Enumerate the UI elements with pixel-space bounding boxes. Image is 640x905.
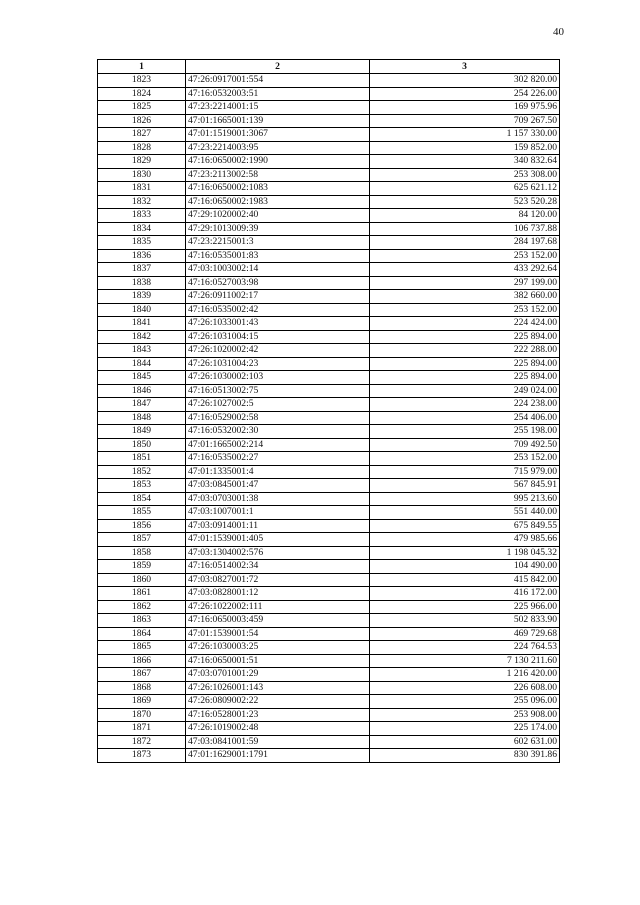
cadastral-number-cell: 47:16:0535001:83 — [186, 249, 370, 263]
table-row — [98, 209, 560, 223]
row-number-cell: 1827 — [98, 128, 186, 142]
row-number-cell: 1838 — [98, 276, 186, 290]
cadastral-value-cell: 254 406.00 — [370, 411, 560, 425]
cadastral-number-cell: 47:26:0917001:554 — [186, 74, 370, 88]
cadastral-number-cell: 47:03:0703001:38 — [186, 492, 370, 506]
cadastral-number-cell: 47:16:0513002:75 — [186, 384, 370, 398]
cadastral-value-cell: 715 979.00 — [370, 465, 560, 479]
cadastral-number-cell: 47:26:1031004:23 — [186, 357, 370, 371]
cadastral-number-cell: 47:26:1030002:103 — [186, 371, 370, 385]
table-row — [98, 290, 560, 304]
table-row — [98, 74, 560, 88]
cadastral-number-cell: 47:26:1022002:111 — [186, 600, 370, 614]
cadastral-number-cell: 47:01:1665001:139 — [186, 114, 370, 128]
table-row — [98, 263, 560, 277]
cadastral-number-cell: 47:26:0809002:22 — [186, 695, 370, 709]
cadastral-number-cell: 47:03:1007001:1 — [186, 506, 370, 520]
cadastral-number-cell: 47:03:0845001:47 — [186, 479, 370, 493]
cadastral-value-cell: 169 975.96 — [370, 101, 560, 115]
row-number-cell: 1844 — [98, 357, 186, 371]
table-row — [98, 330, 560, 344]
cadastral-number-cell: 47:03:1304002:576 — [186, 546, 370, 560]
cadastral-value-cell: 253 152.00 — [370, 303, 560, 317]
cadastral-value-cell: 1 198 045.32 — [370, 546, 560, 560]
row-number-cell: 1855 — [98, 506, 186, 520]
cadastral-number-cell: 47:26:1033001:43 — [186, 317, 370, 331]
row-number-cell: 1834 — [98, 222, 186, 236]
table-row — [98, 479, 560, 493]
page-number: 40 — [553, 26, 564, 38]
cadastral-number-cell: 47:23:2214001:15 — [186, 101, 370, 115]
cadastral-value-cell: 830 391.86 — [370, 749, 560, 763]
cadastral-value-cell: 249 024.00 — [370, 384, 560, 398]
cadastral-value-cell: 253 152.00 — [370, 249, 560, 263]
row-number-cell: 1840 — [98, 303, 186, 317]
cadastral-value-cell: 159 852.00 — [370, 141, 560, 155]
row-number-cell: 1849 — [98, 425, 186, 439]
row-number-cell: 1825 — [98, 101, 186, 115]
cadastral-number-cell: 47:26:1019002:48 — [186, 722, 370, 736]
cadastral-value-cell: 255 198.00 — [370, 425, 560, 439]
row-number-cell: 1864 — [98, 627, 186, 641]
cadastral-value-cell: 340 832.64 — [370, 155, 560, 169]
cadastral-value-cell: 1 157 330.00 — [370, 128, 560, 142]
table-row — [98, 425, 560, 439]
cadastral-number-cell: 47:16:0532003:51 — [186, 87, 370, 101]
cadastral-number-cell: 47:23:2214003:95 — [186, 141, 370, 155]
row-number-cell: 1856 — [98, 519, 186, 533]
cadastral-value-cell: 225 894.00 — [370, 330, 560, 344]
table-row — [98, 681, 560, 695]
column-header-2: 2 — [186, 60, 370, 74]
table-row — [98, 533, 560, 547]
row-number-cell: 1865 — [98, 641, 186, 655]
table-row — [98, 546, 560, 560]
row-number-cell: 1868 — [98, 681, 186, 695]
table-row — [98, 128, 560, 142]
cadastral-number-cell: 47:01:1665002:214 — [186, 438, 370, 452]
table-row — [98, 438, 560, 452]
row-number-cell: 1851 — [98, 452, 186, 466]
row-number-cell: 1843 — [98, 344, 186, 358]
table-row — [98, 344, 560, 358]
table-row — [98, 600, 560, 614]
cadastral-value-cell: 225 894.00 — [370, 371, 560, 385]
cadastral-number-cell: 47:26:1020002:42 — [186, 344, 370, 358]
cadastral-number-cell: 47:26:1031004:15 — [186, 330, 370, 344]
table-row — [98, 641, 560, 655]
cadastral-number-cell: 47:16:0535002:42 — [186, 303, 370, 317]
row-number-cell: 1831 — [98, 182, 186, 196]
table-row — [98, 708, 560, 722]
row-number-cell: 1823 — [98, 74, 186, 88]
row-number-cell: 1837 — [98, 263, 186, 277]
table-row — [98, 519, 560, 533]
table-row — [98, 465, 560, 479]
row-number-cell: 1858 — [98, 546, 186, 560]
cadastral-value-cell: 222 288.00 — [370, 344, 560, 358]
row-number-cell: 1863 — [98, 614, 186, 628]
table-row — [98, 141, 560, 155]
table-row — [98, 101, 560, 115]
cadastral-number-cell: 47:23:2215001:3 — [186, 236, 370, 250]
cadastral-value-cell: 284 197.68 — [370, 236, 560, 250]
row-number-cell: 1836 — [98, 249, 186, 263]
cadastral-number-cell: 47:01:1335001:4 — [186, 465, 370, 479]
table-row — [98, 249, 560, 263]
cadastral-value-cell: 254 226.00 — [370, 87, 560, 101]
table-row — [98, 411, 560, 425]
column-header-3: 3 — [370, 60, 560, 74]
cadastral-number-cell: 47:16:0650001:51 — [186, 654, 370, 668]
table-row — [98, 492, 560, 506]
row-number-cell: 1869 — [98, 695, 186, 709]
cadastral-number-cell: 47:03:1003002:14 — [186, 263, 370, 277]
table-row — [98, 722, 560, 736]
cadastral-value-cell: 625 621.12 — [370, 182, 560, 196]
row-number-cell: 1833 — [98, 209, 186, 223]
row-number-cell: 1845 — [98, 371, 186, 385]
cadastral-value-cell: 253 308.00 — [370, 168, 560, 182]
cadastral-value-cell: 224 424.00 — [370, 317, 560, 331]
table-row — [98, 398, 560, 412]
cadastral-value-table — [97, 59, 560, 763]
table-row — [98, 195, 560, 209]
cadastral-value-cell: 995 213.60 — [370, 492, 560, 506]
table-row — [98, 573, 560, 587]
table-row — [98, 357, 560, 371]
row-number-cell: 1846 — [98, 384, 186, 398]
table-row — [98, 668, 560, 682]
cadastral-value-cell: 224 764.53 — [370, 641, 560, 655]
table-row — [98, 627, 560, 641]
table-row — [98, 317, 560, 331]
table-body — [98, 74, 560, 763]
cadastral-value-cell: 602 631.00 — [370, 735, 560, 749]
cadastral-value-cell: 551 440.00 — [370, 506, 560, 520]
cadastral-value-cell: 255 096.00 — [370, 695, 560, 709]
row-number-cell: 1826 — [98, 114, 186, 128]
row-number-cell: 1870 — [98, 708, 186, 722]
row-number-cell: 1824 — [98, 87, 186, 101]
column-header-1: 1 — [98, 60, 186, 74]
row-number-cell: 1862 — [98, 600, 186, 614]
table-row — [98, 506, 560, 520]
table-row — [98, 695, 560, 709]
row-number-cell: 1871 — [98, 722, 186, 736]
row-number-cell: 1873 — [98, 749, 186, 763]
cadastral-number-cell: 47:16:0535002:27 — [186, 452, 370, 466]
row-number-cell: 1839 — [98, 290, 186, 304]
table-row — [98, 384, 560, 398]
cadastral-value-cell: 479 985.66 — [370, 533, 560, 547]
cadastral-value-cell: 416 172.00 — [370, 587, 560, 601]
cadastral-value-cell: 104 490.00 — [370, 560, 560, 574]
cadastral-number-cell: 47:03:0914001:11 — [186, 519, 370, 533]
cadastral-number-cell: 47:26:0911002:17 — [186, 290, 370, 304]
row-number-cell: 1850 — [98, 438, 186, 452]
row-number-cell: 1854 — [98, 492, 186, 506]
cadastral-number-cell: 47:01:1629001:1791 — [186, 749, 370, 763]
row-number-cell: 1828 — [98, 141, 186, 155]
row-number-cell: 1853 — [98, 479, 186, 493]
cadastral-number-cell: 47:23:2113002:58 — [186, 168, 370, 182]
cadastral-value-cell: 382 660.00 — [370, 290, 560, 304]
cadastral-value-cell: 675 849.55 — [370, 519, 560, 533]
row-number-cell: 1859 — [98, 560, 186, 574]
table-row — [98, 87, 560, 101]
cadastral-value-cell: 709 267.50 — [370, 114, 560, 128]
table-row — [98, 614, 560, 628]
cadastral-value-cell: 253 908.00 — [370, 708, 560, 722]
table-row — [98, 155, 560, 169]
cadastral-number-cell: 47:29:1020002:40 — [186, 209, 370, 223]
cadastral-value-cell: 415 842.00 — [370, 573, 560, 587]
cadastral-value-cell: 225 894.00 — [370, 357, 560, 371]
cadastral-value-cell: 225 174.00 — [370, 722, 560, 736]
cadastral-number-cell: 47:01:1539001:405 — [186, 533, 370, 547]
cadastral-number-cell: 47:03:0828001:12 — [186, 587, 370, 601]
cadastral-value-cell: 302 820.00 — [370, 74, 560, 88]
row-number-cell: 1841 — [98, 317, 186, 331]
cadastral-value-cell: 226 608.00 — [370, 681, 560, 695]
row-number-cell: 1867 — [98, 668, 186, 682]
cadastral-number-cell: 47:16:0650002:1990 — [186, 155, 370, 169]
table-row — [98, 236, 560, 250]
cadastral-number-cell: 47:16:0514002:34 — [186, 560, 370, 574]
cadastral-number-cell: 47:03:0827001:72 — [186, 573, 370, 587]
cadastral-value-cell: 225 966.00 — [370, 600, 560, 614]
row-number-cell: 1832 — [98, 195, 186, 209]
row-number-cell: 1842 — [98, 330, 186, 344]
cadastral-value-cell: 253 152.00 — [370, 452, 560, 466]
cadastral-value-cell: 84 120.00 — [370, 209, 560, 223]
cadastral-value-cell: 224 238.00 — [370, 398, 560, 412]
row-number-cell: 1848 — [98, 411, 186, 425]
table-row — [98, 276, 560, 290]
row-number-cell: 1861 — [98, 587, 186, 601]
cadastral-number-cell: 47:16:0527003:98 — [186, 276, 370, 290]
cadastral-value-cell: 106 737.88 — [370, 222, 560, 236]
table-row — [98, 114, 560, 128]
cadastral-value-cell: 297 199.00 — [370, 276, 560, 290]
cadastral-number-cell: 47:16:0529002:58 — [186, 411, 370, 425]
cadastral-number-cell: 47:16:0650002:1083 — [186, 182, 370, 196]
cadastral-value-cell: 709 492.50 — [370, 438, 560, 452]
cadastral-value-cell: 567 845.91 — [370, 479, 560, 493]
row-number-cell: 1866 — [98, 654, 186, 668]
cadastral-number-cell: 47:26:1027002:5 — [186, 398, 370, 412]
cadastral-value-cell: 7 130 211.60 — [370, 654, 560, 668]
row-number-cell: 1872 — [98, 735, 186, 749]
row-number-cell: 1830 — [98, 168, 186, 182]
row-number-cell: 1829 — [98, 155, 186, 169]
cadastral-number-cell: 47:16:0528001:23 — [186, 708, 370, 722]
table-row — [98, 749, 560, 763]
cadastral-number-cell: 47:16:0650002:1983 — [186, 195, 370, 209]
table-header-row — [98, 60, 560, 74]
table-row — [98, 222, 560, 236]
cadastral-value-cell: 502 833.90 — [370, 614, 560, 628]
cadastral-number-cell: 47:16:0650003:459 — [186, 614, 370, 628]
row-number-cell: 1847 — [98, 398, 186, 412]
table-row — [98, 587, 560, 601]
table-row — [98, 560, 560, 574]
cadastral-value-cell: 469 729.68 — [370, 627, 560, 641]
cadastral-number-cell: 47:03:0841001:59 — [186, 735, 370, 749]
table-row — [98, 654, 560, 668]
cadastral-number-cell: 47:29:1013009:39 — [186, 222, 370, 236]
cadastral-value-cell: 433 292.64 — [370, 263, 560, 277]
row-number-cell: 1860 — [98, 573, 186, 587]
cadastral-number-cell: 47:16:0532002:30 — [186, 425, 370, 439]
cadastral-number-cell: 47:01:1539001:54 — [186, 627, 370, 641]
row-number-cell: 1852 — [98, 465, 186, 479]
table-row — [98, 182, 560, 196]
row-number-cell: 1857 — [98, 533, 186, 547]
table-row — [98, 735, 560, 749]
cadastral-value-cell: 1 216 420.00 — [370, 668, 560, 682]
row-number-cell: 1835 — [98, 236, 186, 250]
cadastral-value-cell: 523 520.28 — [370, 195, 560, 209]
cadastral-number-cell: 47:01:1519001:3067 — [186, 128, 370, 142]
table-row — [98, 303, 560, 317]
cadastral-number-cell: 47:26:1030003:25 — [186, 641, 370, 655]
cadastral-number-cell: 47:03:0701001:29 — [186, 668, 370, 682]
table-row — [98, 168, 560, 182]
table-row — [98, 371, 560, 385]
cadastral-number-cell: 47:26:1026001:143 — [186, 681, 370, 695]
table-row — [98, 452, 560, 466]
